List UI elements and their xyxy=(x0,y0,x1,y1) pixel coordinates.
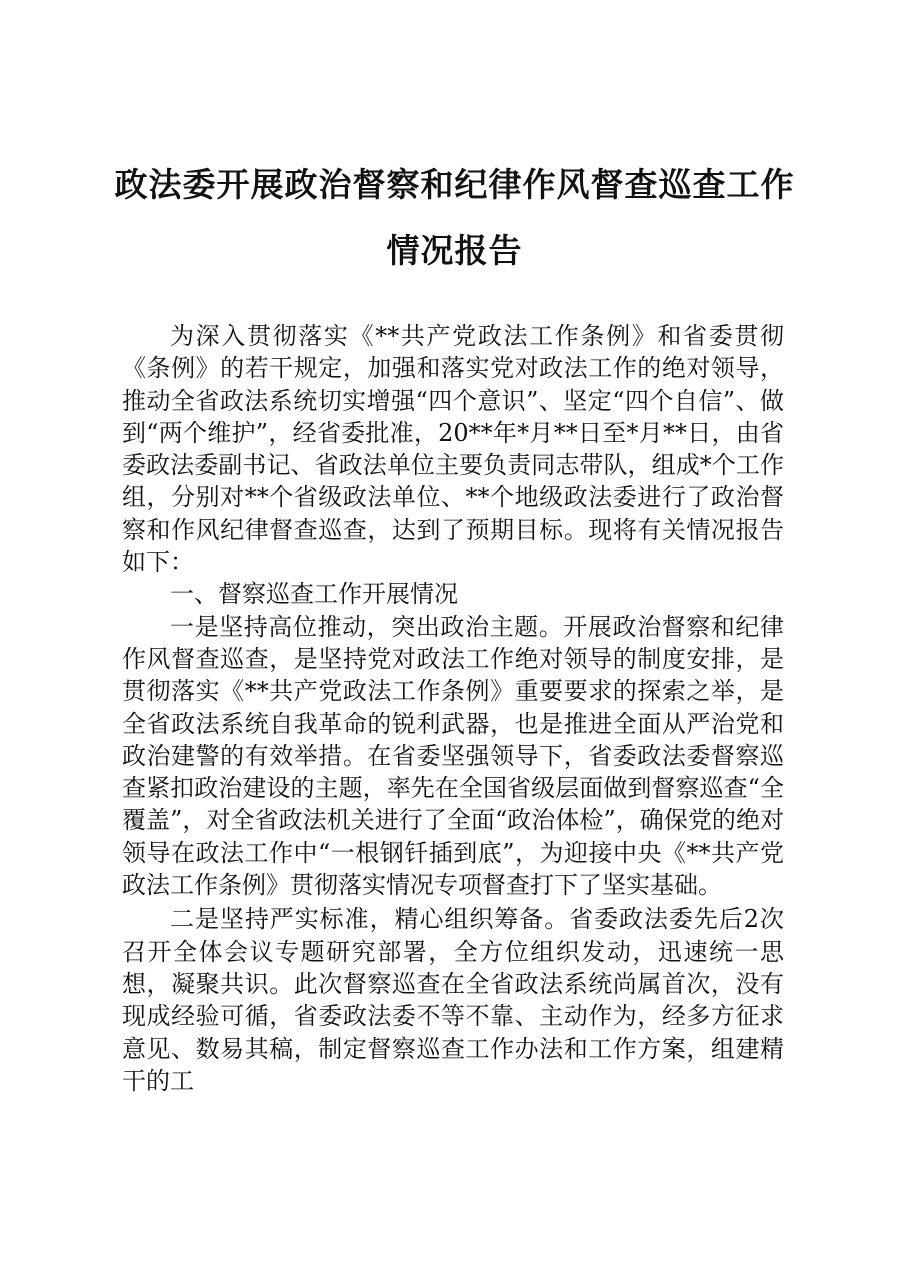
paragraph-point-1: 一是坚持高位推动，突出政治主题。开展政治督察和纪律作风督查巡查，是坚持党对政法工作绝对领导的制度安排，是贯彻落实《**共产党政法工作条例》重要要求的探索之举，是全省政法系统自我革命的锐利武器，也是推进全面从严治党和政治建警的有效举措。在省委坚强领导下，省委政法委督察巡查紧扣政治建设的主题，率先在全国省级层面做到督察巡查“全覆盖”，对全省政法机关进行了全面“政治体检”，确保党的绝对领导在政法工作中“一根钢钎插到底”，为迎接中央《**共产党政法工作条例》贯彻落实情况专项督查打下了坚实基础。 xyxy=(122,612,784,900)
document-title: 政法委开展政治督察和纪律作风督查巡查工作情况报告 xyxy=(114,165,795,270)
document-body xyxy=(122,320,784,1097)
paragraph-point-2: 二是坚持严实标准，精心组织筹备。省委政法委先后2次召开全体会议专题研究部署，全方位组织发动，迅速统一思想，凝聚共识。此次督察巡查在全省政法系统尚属首次，没有现成经验可循，省委政法委不等不靠、主动作为，经多方征求意见、数易其稿，制定督察巡查工作办法和工作方案，组建精干的工 xyxy=(122,905,784,1095)
section-heading-1: 一、督察巡查工作开展情况 xyxy=(170,580,458,609)
paragraph-intro: 为深入贯彻落实《**共产党政法工作条例》和省委贯彻《条例》的若干规定，加强和落实党对政法工作的绝对领导，推动全省政法系统切实增强“四个意识”、坚定“四个自信”、做到“两个维护”，经省委批准，20**年*月**日至*月**日，由省委政法委副书记、省政法单位主要负责同志带队，组成*个工作组，分别对**个省级政法单位、**个地级政法委进行了政治督察和作风纪律督查巡查，达到了预期目标。现将有关情况报告如下： xyxy=(122,322,784,577)
